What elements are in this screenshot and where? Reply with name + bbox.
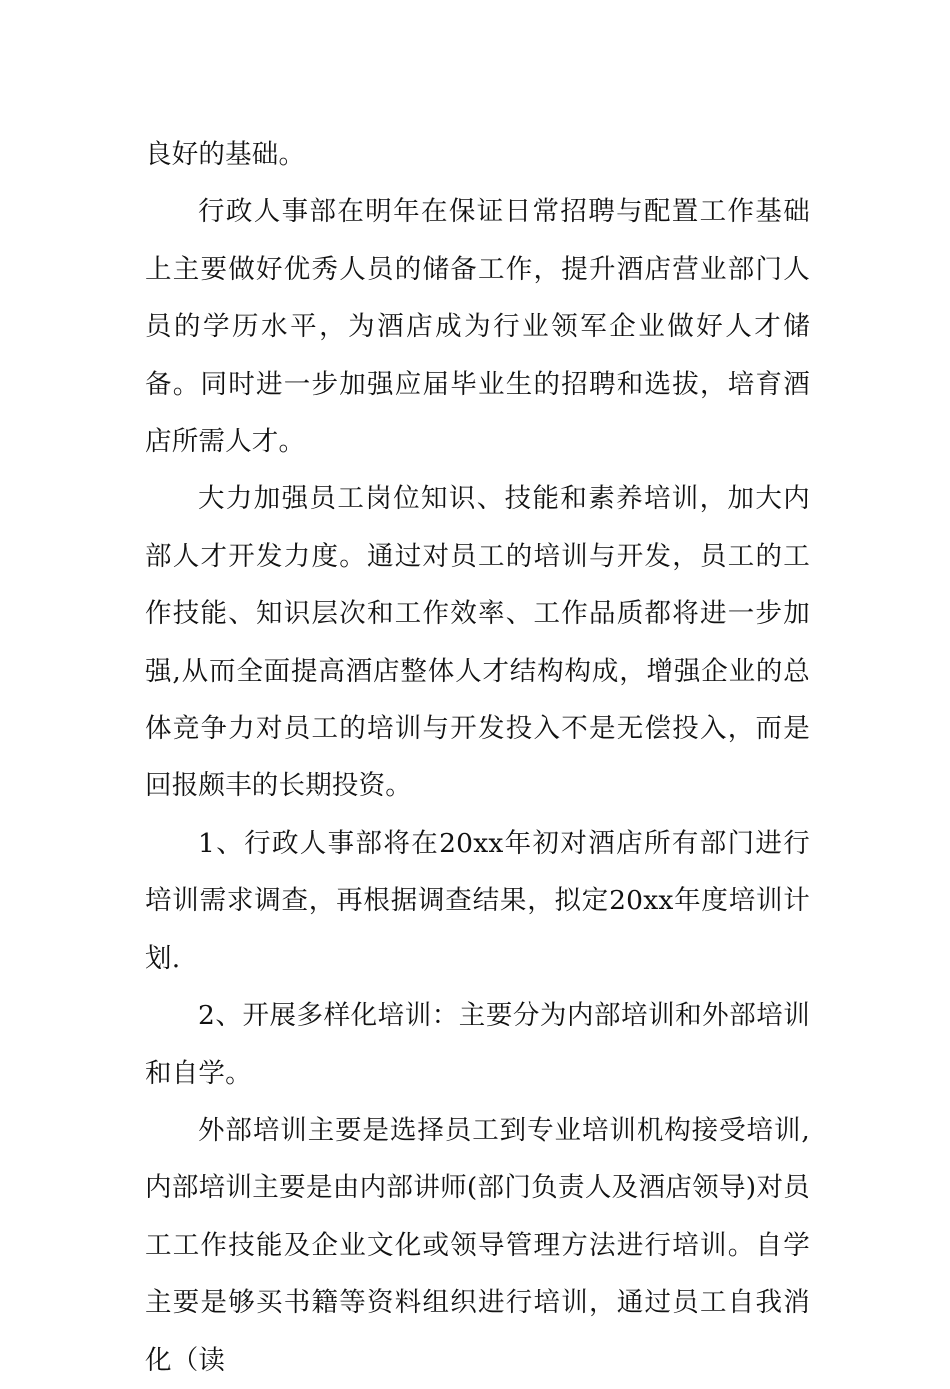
paragraph-5: 2、开展多样化培训：主要分为内部培训和外部培训和自学。 [145,1000,810,1089]
paragraph-2: 行政人事部在明年在保证日常招聘与配置工作基础上主要做好优秀人员的储备工作，提升酒店营业部门人员的学历水平，为酒店成为行业领军企业做好人才储备。同时进一步加强应届毕业生的招聘和选拔，培育酒店所需人才。 [145,196,810,458]
body-text [145,126,810,1389]
paragraph-3: 大力加强员工岗位知识、技能和素养培训，加大内部人才开发力度。通过对员工的培训与开发，员工的工作技能、知识层次和工作效率、工作品质都将进一步加强,从而全面提高酒店整体人才结构构成，增强企业的总体竞争力对员工的培训与开发投入不是无偿投入，而是回报颇丰的长期投资。 [145,483,810,802]
paragraph-1: 良好的基础。 [145,139,306,170]
paragraph-6: 外部培训主要是选择员工到专业培训机构接受培训,内部培训主要是由内部讲师(部门负责人及酒店领导)对员工工作技能及企业文化或领导管理方法进行培训。自学主要是够买书籍等资料组织进行培训，通过员工自我消化（读 [145,1114,810,1376]
paragraph-4: 1、行政人事部将在20xx年初对酒店所有部门进行培训需求调查，再根据调查结果，拟定20xx年度培训计划. [145,827,810,974]
